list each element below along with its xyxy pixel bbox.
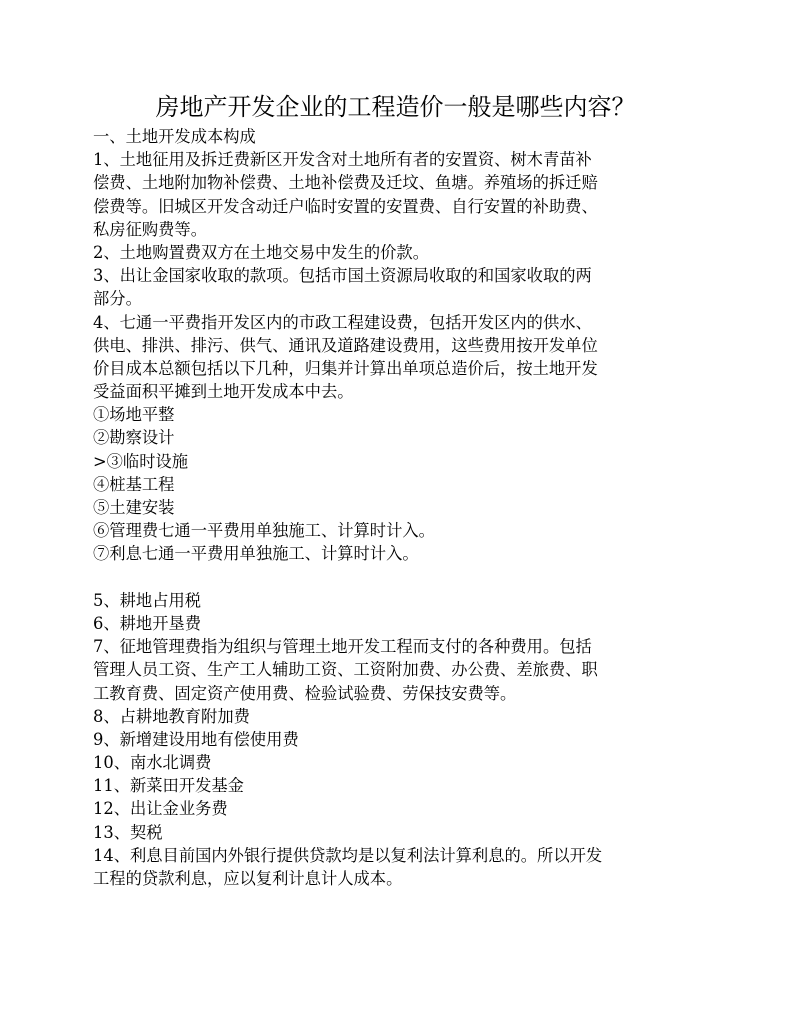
text-line: ②勘察设计	[93, 428, 175, 448]
text-line: ①场地平整	[93, 405, 175, 425]
text-line: 供电、排洪、排污、供气、通讯及道路建设费用，这些费用按开发单位	[93, 335, 598, 355]
text-line: 5、耕地占用税	[93, 590, 202, 610]
text-line: 一、土地开发成本构成	[93, 127, 256, 146]
text-line: 2、土地购置费双方在土地交易中发生的价款。	[93, 242, 429, 262]
text-line: 偿费等。旧城区开发含动迁户临时安置的安置费、自行安置的补助费、	[93, 196, 598, 216]
text-line: 10、南水北调费	[93, 753, 212, 773]
document-body	[93, 125, 703, 890]
text-line: 工教育费、固定资产使用费、检验试验费、劳保技安费等。	[93, 683, 517, 703]
text-line: ⑥管理费七通一平费用单独施工、计算时计入。	[93, 521, 435, 541]
text-line: 部分。	[93, 289, 142, 309]
text-line: 12、出让金业务费	[93, 799, 228, 819]
text-line: 9、新增建设用地有偿使用费	[93, 729, 299, 749]
text-line: 4、七通一平费指开发区内的市政工程建设费，包括开发区内的供水、	[93, 312, 592, 332]
text-line: 11、新菜田开发基金	[93, 776, 244, 796]
text-line: 7、征地管理费指为组织与管理土地开发工程而支付的各种费用。包括	[93, 637, 592, 657]
text-line: >③临时设施	[93, 451, 189, 471]
text-line: 13、契税	[93, 822, 163, 842]
text-line: 1、土地征用及拆迁费新区开发含对土地所有者的安置资、树木青苗补	[93, 150, 592, 170]
text-line: 私房征购费等。	[93, 219, 207, 239]
blank-line	[93, 566, 703, 589]
text-line: 管理人员工资、生产工人辅助工资、工资附加费、办公费、差旅费、职	[93, 660, 598, 680]
text-line: 6、耕地开垦费	[93, 613, 202, 633]
text-line: 受益面积平摊到土地开发成本中去。	[93, 382, 354, 402]
text-line: ④桩基工程	[93, 474, 175, 494]
text-line: 14、利息目前国内外银行提供贷款均是以复利法计算利息的。所以开发	[93, 845, 603, 865]
text-line: 8、占耕地教育附加费	[93, 706, 250, 726]
text-line: 价目成本总额包括以下几种，归集并计算出单项总造价后，按土地开发	[93, 358, 598, 378]
text-line: 工程的贷款利息，应以复利计息计人成本。	[93, 869, 403, 888]
text-line: 偿费、土地附加物补偿费、土地补偿费及迁坟、鱼塘。养殖场的拆迁赔	[93, 173, 598, 193]
document-title: 房地产开发企业的工程造价一般是哪些内容？	[155, 93, 636, 121]
text-line: ⑤土建安装	[93, 498, 175, 517]
text-line: 3、出让金国家收取的款项。包括市国土资源局收取的和国家收取的两	[93, 266, 592, 286]
text-line: ⑦利息七通一平费用单独施工、计算时计入。	[93, 544, 419, 564]
